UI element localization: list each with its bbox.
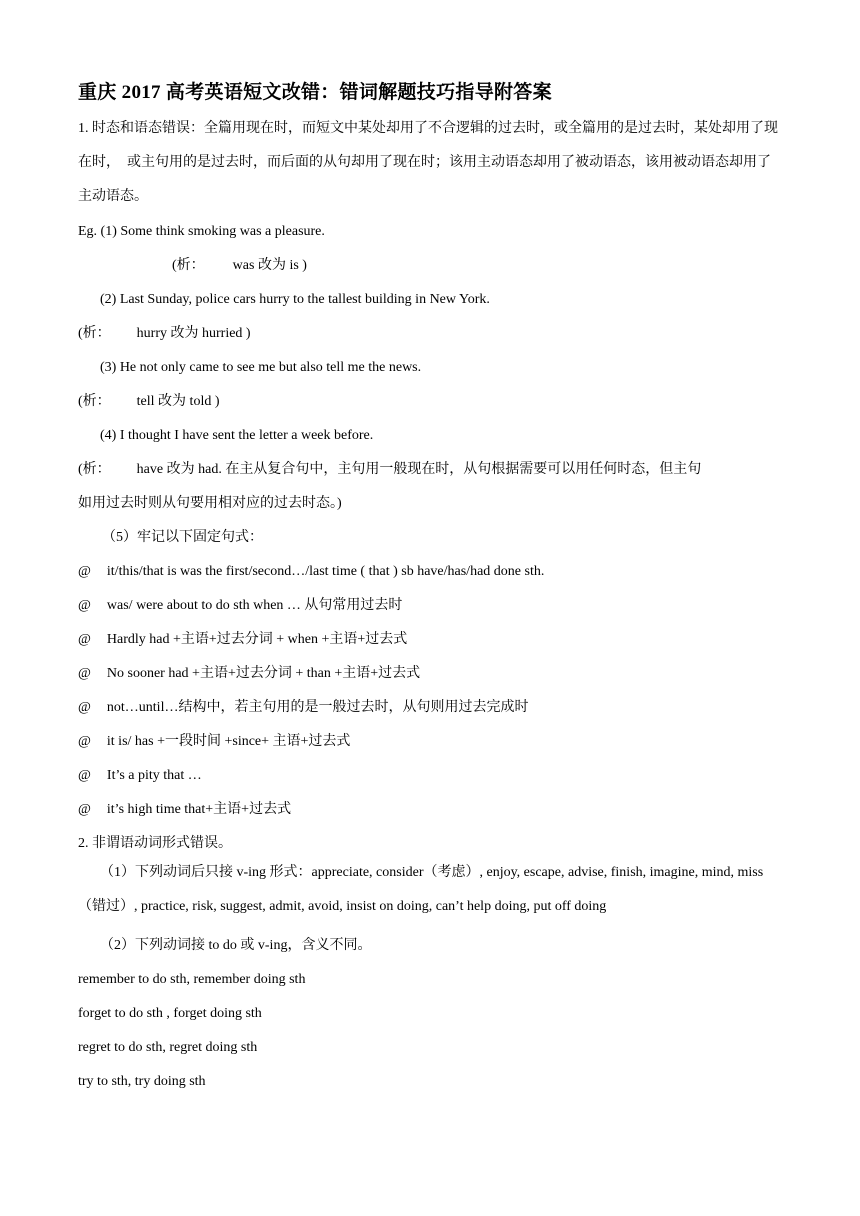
example-4-note	[78, 460, 701, 480]
bullet: @	[78, 564, 91, 579]
note-prefix: (析：	[78, 462, 111, 477]
note-prefix: (析：	[78, 394, 111, 409]
bullet: @	[78, 802, 91, 817]
verb-pair: try to sth, try doing sth	[78, 1074, 206, 1089]
verb-pair: forget to do sth , forget doing sth	[78, 1006, 262, 1021]
document-title: 重庆 2017 高考英语短文改错：错词解题技巧指导附答案	[78, 82, 552, 103]
bullet: @	[78, 666, 91, 681]
example-1: Eg. (1) Some think smoking was a pleasure.	[78, 224, 325, 239]
pattern-text: was/ were about to do sth when … 从句常用过去时	[106, 598, 403, 613]
fixed-patterns-heading: （5）牢记以下固定句式：	[102, 530, 263, 545]
bullet: @	[78, 768, 91, 783]
bullet: @	[78, 632, 91, 647]
example-3-note	[78, 392, 220, 412]
bullet: @	[78, 734, 91, 749]
section2-heading: 2. 非谓语动词形式错误。	[78, 836, 232, 851]
verb-pair: remember to do sth, remember doing sth	[78, 972, 306, 987]
example-1-note	[172, 256, 307, 276]
note-text: was 改为 is )	[232, 258, 307, 273]
note-prefix: (析：	[78, 326, 111, 341]
bullet: @	[78, 700, 91, 715]
pattern-item	[78, 596, 402, 616]
pattern-item	[78, 698, 528, 718]
verb-pair: regret to do sth, regret doing sth	[78, 1040, 258, 1055]
pattern-item	[78, 766, 202, 786]
bullet: @	[78, 598, 91, 613]
pattern-text: not…until…结构中，若主句用的是一般过去时，从句则用过去完成时	[106, 700, 529, 715]
note-text: have 改为 had. 在主从复合句中，主句用一般现在时，从句根据需要可以用任何时态，但主句	[136, 462, 702, 477]
example-4: (4) I thought I have sent the letter a week before.	[100, 428, 374, 443]
pattern-text: It’s a pity that …	[106, 768, 202, 783]
pattern-item	[78, 664, 420, 684]
example-4-note-cont: 如用过去时则从句要用相对应的过去时态。)	[78, 496, 342, 511]
section2-item2: （2）下列动词接 to do 或 v-ing，含义不同。	[100, 938, 372, 953]
section2-item1: （1）下列动词后只接 v-ing 形式：appreciate, consider（考虑）, enjoy, escape, advise, finish, imagine, mind, miss（错过）, practice, risk, suggest, admit, avoid, insist on doing, can’t help doing, put off doing	[78, 865, 764, 914]
example-3: (3) He not only came to see me but also tell me the news.	[100, 360, 422, 375]
example-2: (2) Last Sunday, police cars hurry to the tallest building in New York.	[100, 292, 490, 307]
section1-intro: 1. 时态和语态错误：全篇用现在时，而短文中某处却用了不合逻辑的过去时，或全篇用的是过去时，某处却用了现在时， 或主句用的是过去时，而后面的从句却用了现在时；该用主动语态却用了被动语态，该用被动语态却用了主动语态。	[78, 121, 778, 204]
pattern-text: it’s high time that+主语+过去式	[106, 802, 292, 817]
pattern-text: Hardly had +主语+过去分词 + when +主语+过去式	[106, 632, 408, 647]
pattern-text: No sooner had +主语+过去分词 + than +主语+过去式	[106, 666, 421, 681]
pattern-item	[78, 630, 407, 650]
pattern-text: it is/ has +一段时间 +since+ 主语+过去式	[106, 734, 351, 749]
pattern-item	[78, 800, 291, 820]
pattern-text: it/this/that is was the first/second…/last time ( that ) sb have/has/had done sth.	[106, 564, 545, 579]
pattern-item	[78, 732, 350, 752]
note-prefix: (析：	[172, 258, 205, 273]
example-2-note	[78, 324, 251, 344]
note-text: tell 改为 told )	[136, 394, 220, 409]
pattern-item	[78, 562, 544, 582]
note-text: hurry 改为 hurried )	[136, 326, 251, 341]
